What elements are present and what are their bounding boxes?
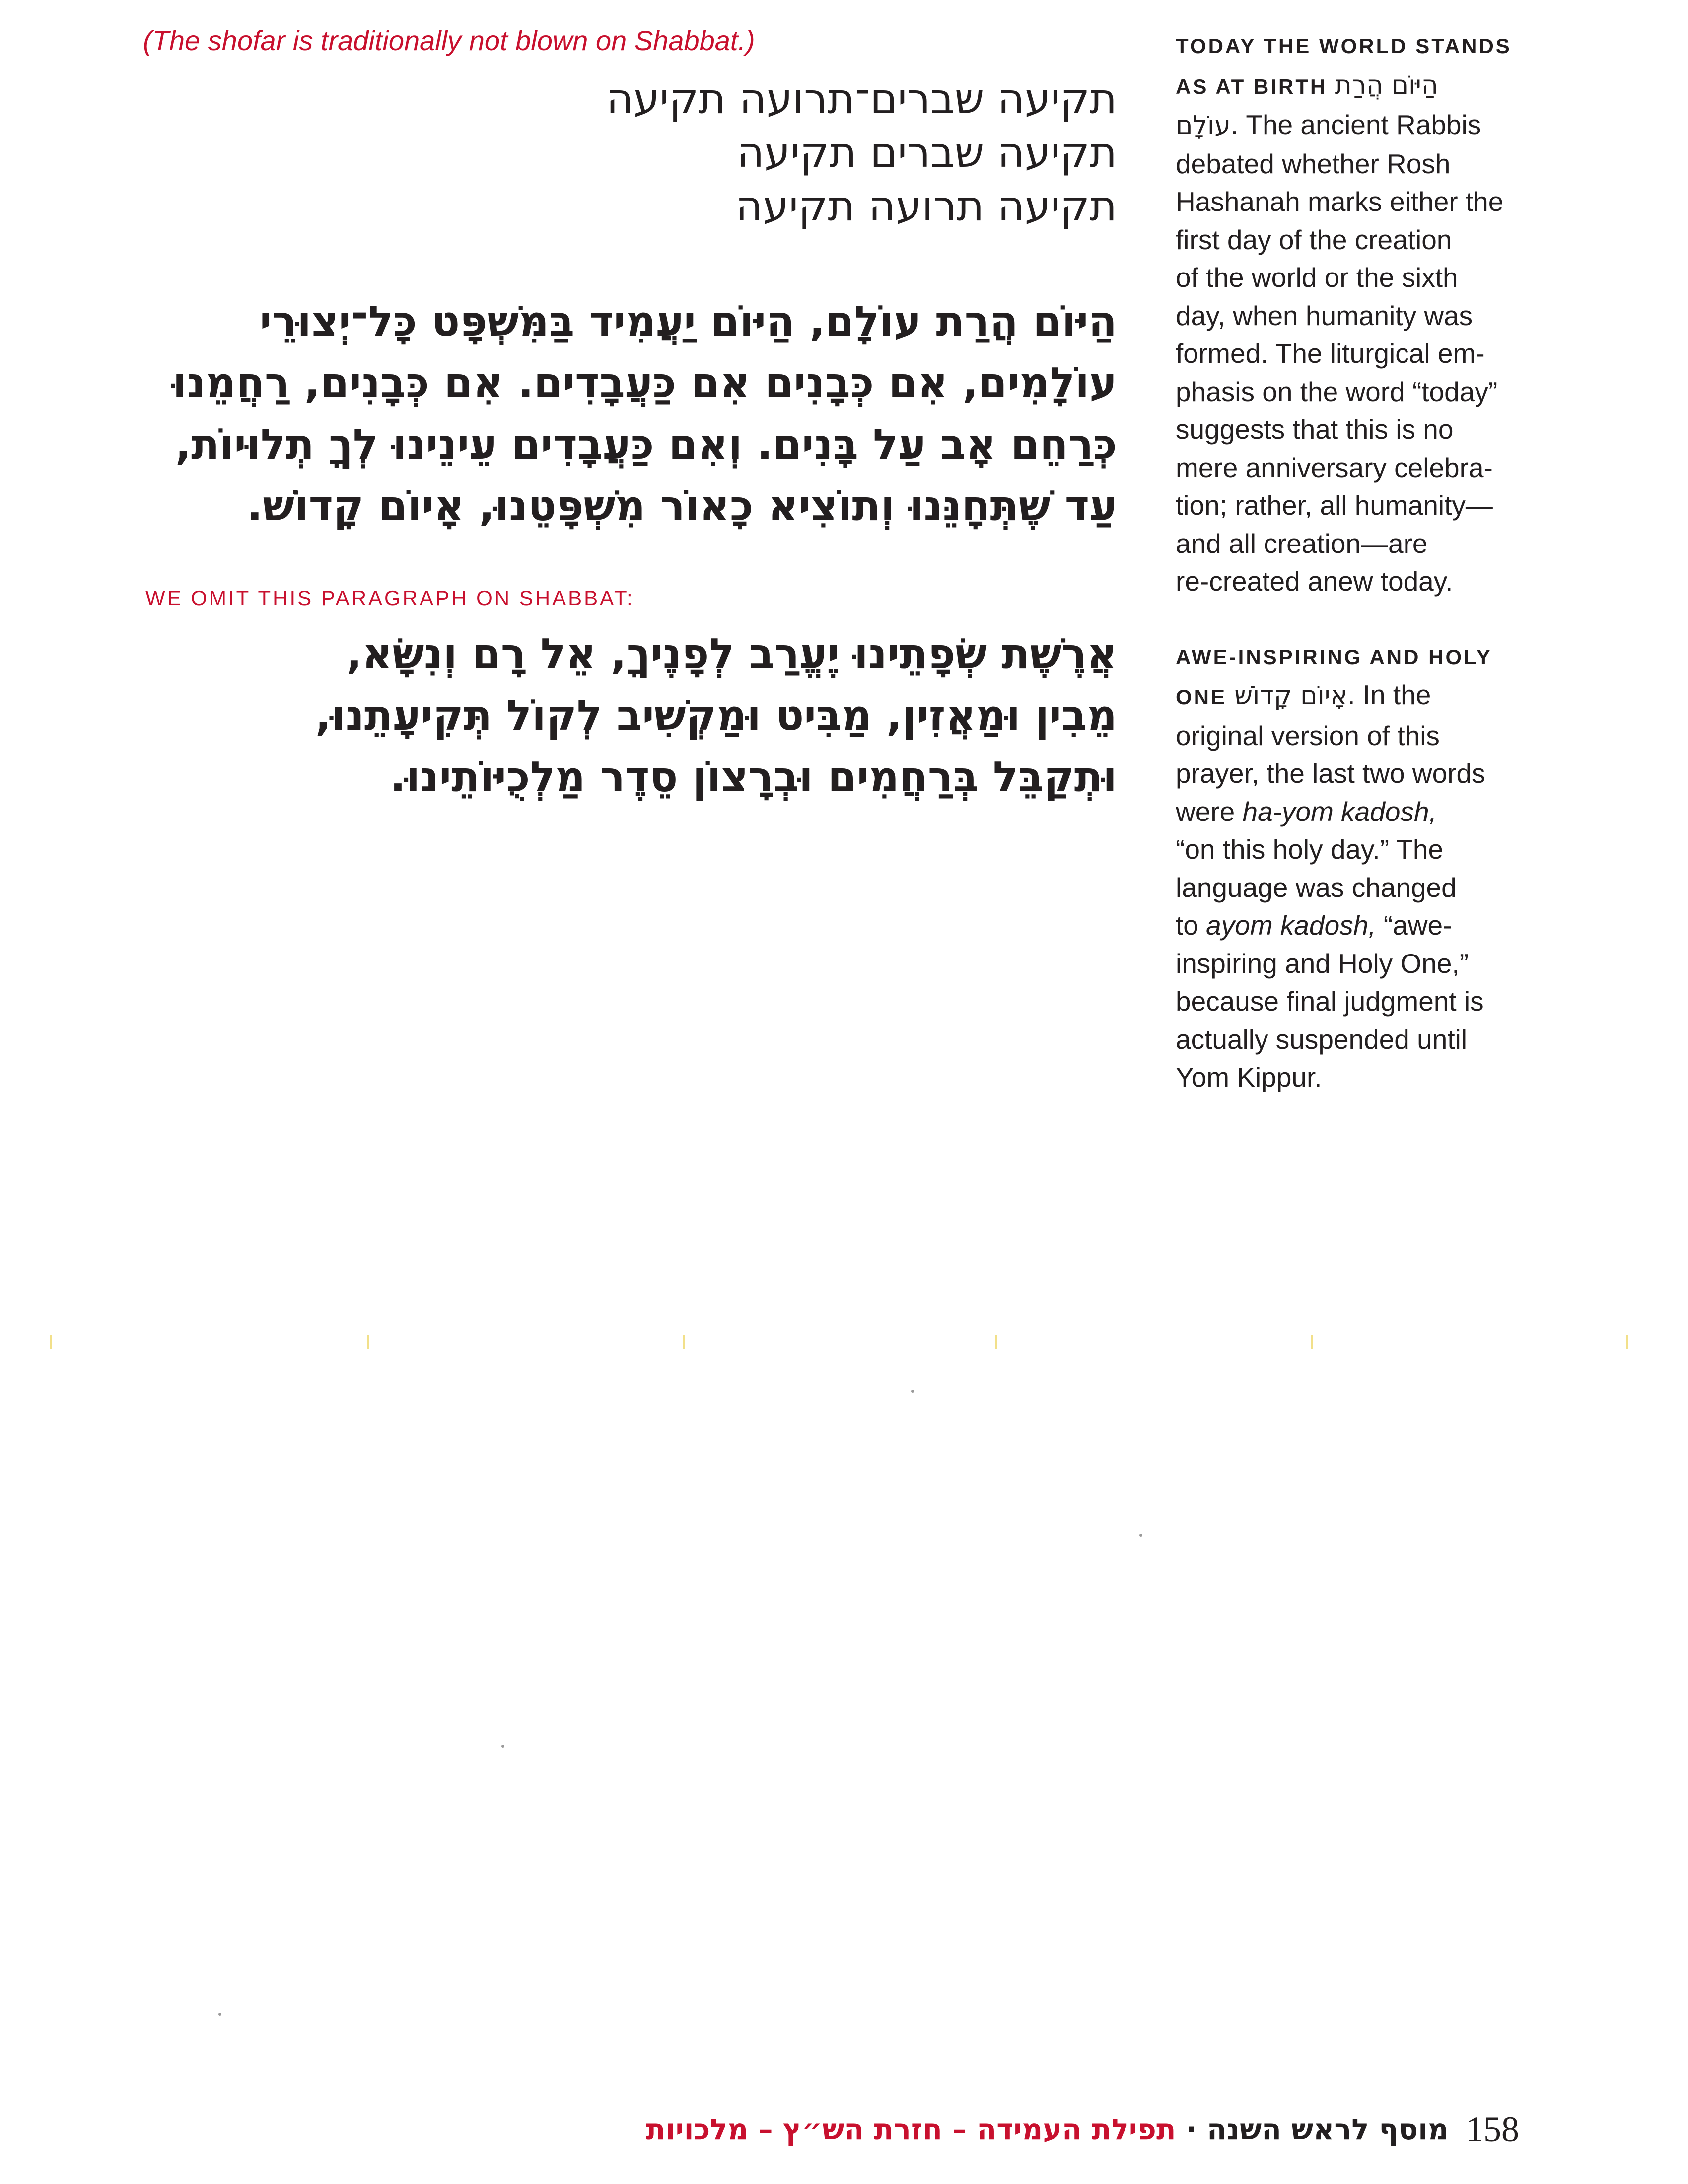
- commentary-note-ayom-kadosh: [1176, 638, 1523, 1096]
- note-transliteration: ayom kadosh,: [1206, 910, 1376, 941]
- note-text: and all creation—are: [1176, 528, 1428, 559]
- scan-mark: [995, 1335, 997, 1349]
- note-text: tion; rather, all humanity—: [1176, 490, 1493, 521]
- prayer-line: מֵבִין וּמַאֲזִין, מַבִּיט וּמַקְשִׁיב לְקוֹל תְּקִיעָתֵנוּ,: [315, 691, 1117, 740]
- scan-mark: [683, 1335, 685, 1349]
- note-text: “awe-: [1376, 910, 1452, 941]
- note-text: inspiring and Holy One,”: [1176, 948, 1469, 979]
- note-text: were: [1176, 796, 1243, 827]
- note-text: formed. The liturgical em-: [1176, 338, 1485, 369]
- scan-dust: [501, 1745, 504, 1748]
- note-text: prayer, the last two words: [1176, 758, 1485, 789]
- note-text: Hashanah marks either the: [1176, 186, 1504, 217]
- page-number: 158: [1466, 2109, 1519, 2149]
- note-text: “on this holy day.” The: [1176, 834, 1444, 865]
- scan-mark: [50, 1335, 52, 1349]
- note-heading: AWE-INSPIRING AND HOLY: [1176, 645, 1492, 669]
- page-footer: [646, 2102, 1519, 2157]
- note-heading: ONE: [1176, 685, 1227, 709]
- prayer-line: הַיּוֹם הֲרַת עוֹלָם, הַיּוֹם יַעֲמִיד בַּמִּשְׁפָּט כָּל־יְצוּרֵי: [259, 297, 1117, 345]
- scan-mark: [367, 1335, 369, 1349]
- note-text: mere anniversary celebra-: [1176, 452, 1493, 483]
- note-heading-hebrew: הַיּוֹם הֲרַת: [1335, 70, 1438, 100]
- prayer-line: עַד שֶׁתְּחָנֵּנוּ וְתוֹצִיא כָאוֹר מִשְׁפָּטֵנוּ, אָיוֹם קָדוֹשׁ.: [247, 481, 1117, 530]
- shabbat-omit-label: WE OMIT THIS PARAGRAPH ON SHABBAT:: [145, 586, 634, 610]
- note-text: re-created anew today.: [1176, 566, 1453, 597]
- note-text: language was changed: [1176, 872, 1457, 903]
- scan-dust: [1139, 1534, 1142, 1537]
- prayer-line: אֲרֶשֶׁת שְׂפָתֵינוּ יֶעֱרַב לְפָנֶיךָ, אֵל רָם וְנִשָּׂא,: [346, 629, 1117, 678]
- shofar-call-line: תקיעה תרועה תקיעה: [735, 182, 1117, 230]
- note-text: . In the: [1347, 680, 1431, 710]
- shofar-call-line: תקיעה שברים תקיעה: [737, 128, 1117, 177]
- footer-separator: ·: [1176, 2113, 1207, 2146]
- note-text: day, when humanity was: [1176, 300, 1473, 331]
- areshet-sefateinu-paragraph: [315, 623, 1117, 808]
- note-heading: AS AT BIRTH: [1176, 74, 1328, 98]
- note-text: original version of this: [1176, 720, 1440, 751]
- scan-mark: [1626, 1335, 1628, 1349]
- note-heading: TODAY THE WORLD STANDS: [1176, 34, 1512, 58]
- commentary-note-today-world: [1176, 27, 1523, 601]
- note-text: phasis on the word “today”: [1176, 376, 1498, 407]
- hayom-harat-olam-paragraph: [173, 290, 1117, 537]
- shofar-calls: [606, 72, 1117, 233]
- shofar-instruction: (The shofar is traditionally not blown on Shabbat.): [143, 25, 755, 56]
- note-heading-hebrew: עוֹלָם: [1176, 111, 1231, 140]
- prayer-line: וּתְקַבֵּל בְּרַחֲמִים וּבְרָצוֹן סֵדֶר מַלְכֻיּוֹתֵינוּ.: [390, 752, 1117, 801]
- note-text: first day of the creation: [1176, 224, 1452, 255]
- note-text: to: [1176, 910, 1206, 941]
- footer-book-title: מוסף לראש השנה: [1207, 2113, 1449, 2146]
- note-heading-hebrew: אָיוֹם קָדוֹשׁ: [1234, 681, 1348, 711]
- commentary-column: [1176, 27, 1523, 1134]
- note-text: of the world or the sixth: [1176, 262, 1458, 293]
- scan-mark: [1311, 1335, 1313, 1349]
- scan-dust: [911, 1390, 914, 1393]
- prayer-line: עוֹלָמִים, אִם כְּבָנִים אִם כַּעֲבָדִים. אִם כְּבָנִים, רַחֲמֵנוּ: [172, 358, 1117, 407]
- scan-dust: [218, 2013, 221, 2016]
- note-text: . The ancient Rabbis: [1230, 109, 1481, 140]
- shofar-call-line: תקיעה שברים־תרועה תקיעה: [606, 74, 1117, 123]
- note-text: suggests that this is no: [1176, 414, 1454, 445]
- footer-section-title: תפילת העמידה – חזרת הש״ץ – מלכויות: [646, 2113, 1176, 2146]
- prayer-line: כְּרַחֵם אָב עַל בָּנִים. וְאִם כַּעֲבָדִים עֵינֵינוּ לְךָ תְלוּיוֹת,: [175, 420, 1117, 469]
- note-text: because final judgment is: [1176, 986, 1484, 1017]
- note-text: debated whether Rosh: [1176, 148, 1451, 179]
- note-transliteration: ha-yom kadosh,: [1242, 796, 1437, 827]
- note-text: actually suspended until: [1176, 1024, 1468, 1055]
- note-text: Yom Kippur.: [1176, 1062, 1322, 1092]
- running-footer: [646, 2113, 1449, 2146]
